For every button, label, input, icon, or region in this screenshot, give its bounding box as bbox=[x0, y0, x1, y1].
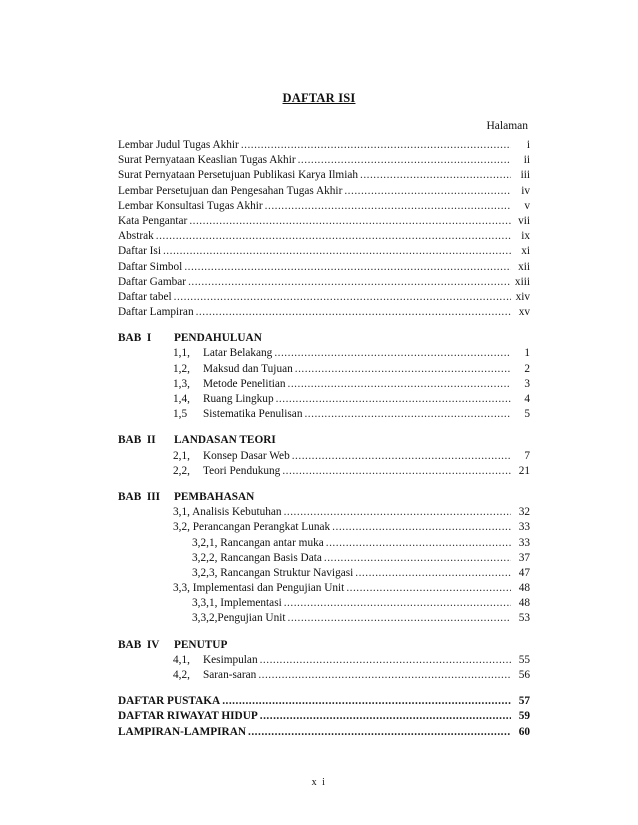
toc-subsection bbox=[118, 566, 530, 581]
section-title: Metode Penelitian bbox=[203, 377, 286, 390]
toc-entry-text: Daftar Lampiran bbox=[118, 306, 194, 319]
dot-leader bbox=[324, 551, 511, 566]
toc-subsection bbox=[118, 536, 530, 551]
toc-section bbox=[118, 377, 530, 392]
toc-entry-page: 57 bbox=[518, 695, 530, 708]
toc-entry-page: xv bbox=[518, 306, 530, 319]
dot-leader bbox=[196, 305, 511, 320]
toc-section bbox=[118, 653, 530, 668]
dot-leader bbox=[258, 668, 511, 683]
section-title: 3,2, Perancangan Perangkat Lunak bbox=[173, 521, 331, 534]
section-page: 4 bbox=[524, 393, 530, 405]
toc-entry bbox=[118, 275, 530, 290]
chapter-heading bbox=[118, 433, 530, 448]
subsection-title: 3,3,2,Pengujian Unit bbox=[192, 612, 286, 625]
section-number: 1,5 bbox=[173, 408, 188, 421]
chapter-heading bbox=[118, 490, 530, 505]
toc-entry-text: DAFTAR RIWAYAT HIDUP bbox=[118, 710, 258, 723]
section-number: 1,1, bbox=[173, 347, 190, 360]
chapter-title: PEMBAHASAN bbox=[174, 490, 255, 503]
section-title: 3,3, Implementasi dan Pengujian Unit bbox=[173, 582, 345, 595]
dot-leader bbox=[288, 377, 511, 392]
dot-leader bbox=[156, 229, 511, 244]
toc-entry-page: i bbox=[526, 139, 530, 151]
toc-entry-page: iv bbox=[521, 184, 530, 197]
dot-leader bbox=[360, 168, 511, 183]
dot-leader bbox=[260, 653, 511, 668]
dot-leader bbox=[274, 346, 511, 361]
subsection-title: 3,2,2, Rancangan Basis Data bbox=[192, 551, 322, 564]
toc-entry-page: 59 bbox=[518, 710, 530, 723]
dot-leader bbox=[163, 244, 511, 259]
dot-leader bbox=[241, 138, 511, 153]
section-number: 1,3, bbox=[173, 377, 190, 390]
section-title: 3,1, Analisis Kebutuhan bbox=[173, 506, 282, 519]
section-title: Sistematika Penulisan bbox=[203, 408, 303, 421]
section-number: 1,4, bbox=[173, 393, 190, 405]
chapter-number: BAB I bbox=[118, 332, 152, 345]
toc-entry-text: LAMPIRAN-LAMPIRAN bbox=[118, 725, 247, 738]
dot-leader bbox=[248, 725, 511, 740]
toc-entry-text: Abstrak bbox=[118, 230, 154, 243]
dot-leader bbox=[332, 520, 511, 535]
dot-leader bbox=[326, 536, 511, 551]
section-page: 21 bbox=[518, 464, 530, 477]
dot-leader bbox=[298, 153, 511, 168]
toc-entry-bold bbox=[118, 725, 530, 740]
toc-entry-text: Daftar tabel bbox=[118, 290, 172, 303]
toc-entry-page: vii bbox=[518, 214, 530, 227]
toc-section bbox=[118, 407, 530, 422]
toc-section bbox=[118, 362, 530, 377]
toc-section bbox=[118, 581, 530, 596]
section-title: Ruang Lingkup bbox=[203, 393, 274, 405]
section-page: 3 bbox=[524, 377, 530, 390]
toc-entry-text: Lembar Konsultasi Tugas Akhir bbox=[118, 199, 263, 212]
dot-leader bbox=[355, 566, 511, 581]
toc-section bbox=[118, 449, 530, 464]
toc-entry-page: xii bbox=[518, 260, 530, 273]
toc-entry-page: v bbox=[524, 199, 530, 212]
toc-section bbox=[118, 505, 530, 520]
section-title: Saran-saran bbox=[203, 669, 257, 681]
toc-entry bbox=[118, 214, 530, 229]
dot-leader bbox=[304, 407, 511, 422]
section-page: 5 bbox=[524, 408, 530, 421]
dot-leader bbox=[284, 596, 511, 611]
chapter-heading bbox=[118, 331, 530, 346]
toc-section bbox=[118, 464, 530, 479]
page-title: DAFTAR ISI bbox=[282, 91, 356, 105]
dot-leader bbox=[346, 581, 511, 596]
section-title: Kesimpulan bbox=[203, 653, 258, 666]
section-number: 2,1, bbox=[173, 449, 190, 462]
toc-entry-page: xi bbox=[521, 245, 530, 258]
table-of-contents bbox=[118, 138, 530, 740]
dot-leader bbox=[288, 611, 511, 626]
toc-section bbox=[118, 668, 530, 683]
toc-entry-page: 60 bbox=[518, 725, 530, 738]
toc-entry-page: ii bbox=[523, 154, 530, 167]
toc-entry-text: Kata Pengantar bbox=[118, 214, 188, 227]
toc-subsection bbox=[118, 611, 530, 626]
dot-leader bbox=[282, 464, 511, 479]
chapter-number: BAB IV bbox=[118, 638, 160, 651]
toc-section bbox=[118, 520, 530, 535]
chapter-title: PENDAHULUAN bbox=[174, 332, 262, 345]
section-title: Teori Pendukung bbox=[203, 464, 281, 477]
toc-entry bbox=[118, 290, 530, 305]
toc-entry-page: ix bbox=[521, 230, 530, 243]
toc-entry bbox=[118, 199, 530, 214]
toc-entry bbox=[118, 138, 530, 153]
section-number: 4,1, bbox=[173, 653, 190, 666]
toc-entry-text: Surat Pernyataan Keaslian Tugas Akhir bbox=[118, 154, 296, 167]
chapter-heading bbox=[118, 638, 530, 653]
toc-subsection bbox=[118, 551, 530, 566]
toc-entry-text: Lembar Persetujuan dan Pengesahan Tugas Akhir bbox=[118, 184, 343, 197]
toc-entry-bold bbox=[118, 694, 530, 709]
section-page: 2 bbox=[524, 362, 530, 375]
section-number: 2,2, bbox=[173, 464, 190, 477]
section-page: 56 bbox=[518, 669, 530, 681]
toc-entry bbox=[118, 244, 530, 259]
toc-entry bbox=[118, 305, 530, 320]
subsection-title: 3,2,1, Rancangan antar muka bbox=[192, 536, 324, 549]
dot-leader bbox=[222, 694, 511, 709]
dot-leader bbox=[184, 260, 511, 275]
front-matter-list bbox=[118, 138, 530, 320]
toc-entry bbox=[118, 260, 530, 275]
toc-entry-text: Lembar Judul Tugas Akhir bbox=[118, 139, 239, 151]
section-title: Konsep Dasar Web bbox=[203, 449, 290, 462]
subsection-page: 47 bbox=[518, 566, 530, 579]
toc-subsection bbox=[118, 596, 530, 611]
toc-entry bbox=[118, 229, 530, 244]
toc-entry-page: xiv bbox=[515, 290, 530, 303]
dot-leader bbox=[188, 275, 511, 290]
toc-entry-text: Surat Pernyataan Persetujuan Publikasi Karya Ilmiah bbox=[118, 169, 358, 182]
dot-leader bbox=[260, 709, 511, 724]
subsection-page: 53 bbox=[518, 612, 530, 625]
toc-entry-page: xiii bbox=[514, 275, 530, 288]
subsection-title: 3,2,3, Rancangan Struktur Navigasi bbox=[192, 566, 354, 579]
section-page: 7 bbox=[524, 449, 530, 462]
section-number: 4,2, bbox=[173, 669, 190, 681]
subsection-page: 33 bbox=[518, 536, 530, 549]
dot-leader bbox=[344, 184, 511, 199]
section-title: Latar Belakang bbox=[203, 347, 273, 360]
page-column-label: Halaman bbox=[486, 120, 528, 132]
toc-entry-text: Daftar Simbol bbox=[118, 260, 183, 273]
section-title: Maksud dan Tujuan bbox=[203, 362, 293, 375]
toc-entry bbox=[118, 168, 530, 183]
section-page: 33 bbox=[518, 521, 530, 534]
dot-leader bbox=[295, 362, 511, 377]
section-page: 1 bbox=[524, 347, 530, 360]
toc-entry-text: Daftar Isi bbox=[118, 245, 161, 258]
subsection-page: 37 bbox=[518, 551, 530, 564]
toc-entry-text: DAFTAR PUSTAKA bbox=[118, 695, 221, 708]
chapter-number: BAB III bbox=[118, 490, 161, 503]
section-page: 48 bbox=[518, 582, 530, 595]
toc-entry bbox=[118, 184, 530, 199]
page-number: x i bbox=[311, 777, 327, 788]
dot-leader bbox=[174, 290, 511, 305]
subsection-page: 48 bbox=[518, 597, 530, 610]
dot-leader bbox=[284, 505, 511, 520]
toc-entry-page: iii bbox=[520, 169, 530, 182]
dot-leader bbox=[189, 214, 511, 229]
chapter-title: LANDASAN TEORI bbox=[174, 434, 276, 447]
toc-entry-bold bbox=[118, 709, 530, 724]
toc-section bbox=[118, 346, 530, 361]
toc-entry-text: Daftar Gambar bbox=[118, 275, 187, 288]
section-number: 1,2, bbox=[173, 362, 190, 375]
chapter-title: PENUTUP bbox=[174, 638, 228, 651]
toc-entry bbox=[118, 153, 530, 168]
dot-leader bbox=[265, 199, 511, 214]
chapter-number: BAB II bbox=[118, 434, 156, 447]
subsection-title: 3,3,1, Implementasi bbox=[192, 597, 282, 610]
toc-section bbox=[118, 392, 530, 407]
section-page: 32 bbox=[518, 506, 530, 519]
section-page: 55 bbox=[518, 653, 530, 666]
dot-leader bbox=[292, 449, 511, 464]
dot-leader bbox=[276, 392, 511, 407]
